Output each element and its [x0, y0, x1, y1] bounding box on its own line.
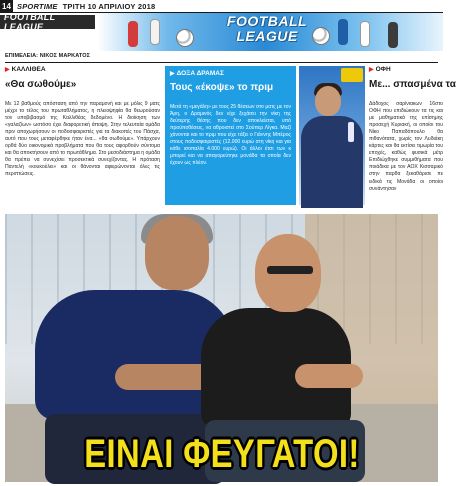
league-logo-line2: LEAGUE	[236, 28, 298, 44]
water-bottle	[348, 122, 354, 142]
publication-name: SPORTIME	[17, 1, 58, 11]
photo-headline: ΕΙΝΑΙ ΦΕΥΓΑΤΟΙ!	[83, 431, 360, 476]
triangle-bullet-icon: ▶	[170, 71, 175, 77]
article-doxa-dramas	[165, 66, 296, 205]
banner-player-figure	[338, 19, 348, 45]
banner-player-figure	[388, 22, 398, 48]
football-icon	[312, 27, 330, 45]
issue-date: ΤΡΙΤΗ 10 ΑΠΡΙΛΙΟΥ 2018	[62, 1, 156, 11]
main-photo	[5, 214, 438, 482]
article-headline: Με... σπασμένα τα	[369, 79, 456, 90]
page-number: 14	[0, 0, 13, 13]
article-kicker	[170, 70, 224, 77]
article-kicker	[369, 66, 391, 73]
photo-headline-bar	[5, 426, 438, 482]
sunglasses	[267, 266, 313, 274]
man-right-arm	[295, 364, 363, 388]
section-label: FOOTBALL LEAGUE	[0, 15, 95, 29]
article-body: Με 12 βαθμούς απόσταση από την παραμονή και με μόλις 9 ματς μέχρι το τέλος του πρωταθλήματος, η πλειοψηφία θα θεωρούσαν τον υποβιβασμό της Καλλιθέας δεδομένο. Η διοίκηση των «γαλαζίων» ωστόσο έχει διαφορετική άποψη. Στην τελευταία ομάδα πριν αποχωρήσουν οι ποδοσφαιριστές για τα διακοπές του Πάσχα, αυτό που τους μεταφέρθηκε ήταν ένα... «θα σωθούμε». Υπάρχουν ορθά δύο οικονομικά προβλήματα που θα τους αφορθούν σύντομα και θα αποκτήσουν από το πρωτάθλημα. Στο μεσοδιάστημα η ομάδα θα πρέπει να συνεχίσει προσεκτικά συνεχίζοντας. Η πρόταση Παντελή «κουκούλει» και οι θάνονται αφιερώνονται όλες τις περιπτώσεις.	[5, 101, 160, 178]
kicker-label: ΔΟΞΑ ΔΡΑΜΑΣ	[176, 70, 224, 77]
league-logo	[222, 14, 312, 44]
article-headline: Τους «έκοψε» το πριμ	[170, 82, 274, 93]
kicker-label: ΚΑΛΛΙΘΕΑ	[11, 66, 46, 73]
article-body: Δάδοχος σαρίνιακων 16στο ΟΦΗ που επιδιώκουν τα τις και με μαθηματικά της επίσημης προσεχή Κυριακή, οι οποίοι του Νίκο Παπαδόπουλο θα πιθανότατα, χωρίς τον Λυδιάκη κάρτες και θα εκτίσει τιμωρία του εποχές, καθώς φυσικά μέτρ Επιδιώχθηκε συμμιθήματα που ποιάδικα με τον ΑΟΧ Κισσαμικό στην παρθα ξεκαθάρισε πε ειδικά τις Μονάδα οι οποίοι συνάντησαν	[369, 101, 443, 192]
coach-portrait-photo	[299, 66, 365, 205]
article-body: Μετά τη «μεγάλη» με τους 25 θέσεων στο ματς με τον Άρη, ο Δραμινός δεν είχε ξεχάσει την νίκη της δεύτερης θέσης που δεν αποκλείεται, υπό προϋποθέσεις, να αθροιστεί στο Σούπερ Λίγκα. Μαζί χάνονται και το πριμ που είχε τάξει ο Γιάννης Μπέρος στους ποδοσφαιριστές (12.000 ευρώ στη νίκη και για κάθε ισοπαλία 4.000 ευρώ). Οι άλλοι έτσι των κ μπορεί και να απαγορεύτηκε μονάδα τα οποία δεν έχουν ως πλέον.	[170, 104, 291, 167]
stadium-sign	[341, 68, 363, 82]
header-divider	[5, 62, 438, 63]
league-logo-line1: FOOTBALL	[226, 13, 308, 29]
football-icon	[176, 29, 194, 47]
banner-player-figure	[128, 21, 138, 47]
article-kicker	[5, 66, 46, 73]
portrait-head	[315, 86, 341, 116]
editor-credit: ΕΠΙΜΕΛΕΙΑ: ΝΙΚΟΣ ΜΑΡΚΑΤΟΣ	[5, 53, 90, 59]
triangle-bullet-icon: ▶	[369, 67, 374, 73]
banner-player-figure	[360, 21, 370, 47]
section-banner	[0, 13, 443, 51]
banner-player-figure	[150, 19, 160, 45]
kicker-label: ΟΦΗ	[375, 66, 391, 73]
article-headline: «Θα σωθούμε»	[5, 79, 77, 90]
man-left-head	[145, 216, 209, 290]
triangle-bullet-icon: ▶	[5, 67, 10, 73]
